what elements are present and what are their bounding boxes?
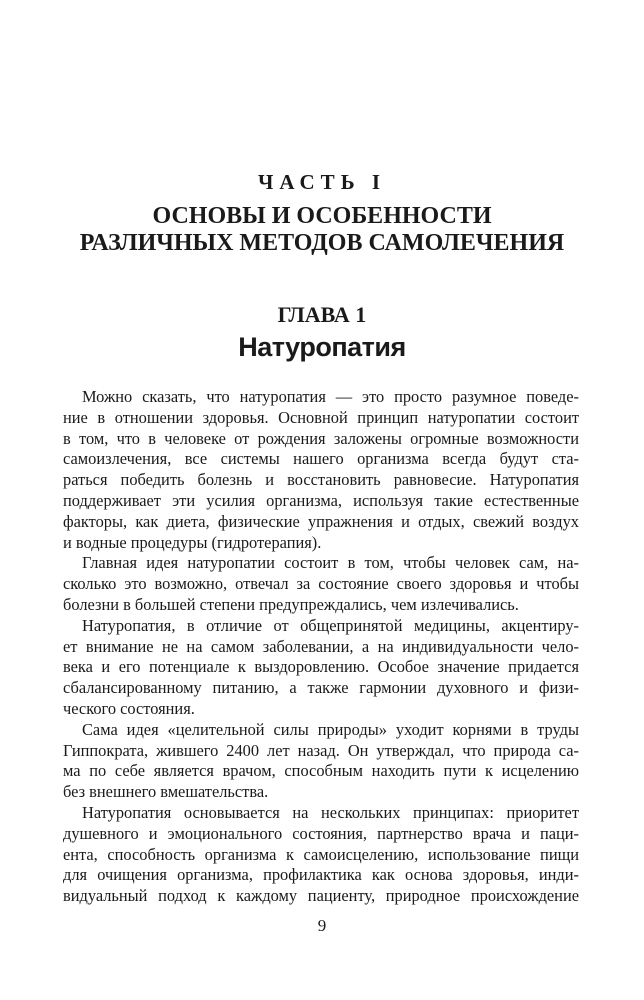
text-line: ет внимание не на самом заболевании, а на индивидуальности чело- [63, 636, 579, 656]
text-line: сбалансированному питанию, а также гармонии духовного и физи- [63, 678, 579, 698]
paragraph [63, 720, 579, 803]
text-line: поддерживает эти усилия организма, используя такие естественные [63, 490, 579, 510]
part-title-line: РАЗЛИЧНЫХ МЕТОДОВ САМОЛЕЧЕНИЯ [79, 230, 565, 256]
part-title [0, 203, 644, 257]
paragraph [63, 553, 579, 615]
text-line: Гиппократа, жившего 2400 лет назад. Он утверждал, что природа са- [63, 740, 579, 760]
text-line: в том, что в человеке от рождения заложены огромные возможности [63, 428, 579, 448]
page-number: 9 [317, 916, 327, 935]
text-line: сколько это возможно, отвечал за состояние своего здоровья и чтобы [63, 574, 579, 594]
chapter-number: ГЛАВА 1 [277, 302, 367, 327]
text-line: Натуропатия основывается на нескольких принципах: приоритет [82, 802, 579, 822]
text-line: Главная идея натуропатии состоит в том, чтобы человек сам, на- [82, 553, 579, 573]
text-line: без внешнего вмешательства. [63, 782, 269, 802]
text-line: видуальный подход к каждому пациенту, природное происхождение [63, 886, 579, 906]
paragraph [63, 387, 579, 553]
text-line: и водные процедуры (гидротерапия). [63, 532, 322, 552]
text-line: ние в отношении здоровья. Основной принцип натуропатии состоит [63, 407, 579, 427]
text-line: для очищения организма, профилактика как основа здоровья, инди- [63, 865, 579, 885]
part-heading: ЧАСТЬ I [257, 170, 386, 194]
chapter-title: Натуропатия [238, 332, 406, 362]
text-line: факторы, как диета, физические упражнения и отдых, свежий воздух [63, 511, 579, 531]
text-line: болезни в большей степени предупреждались, чем излечивались. [63, 594, 519, 614]
paragraph [63, 616, 579, 720]
text-line: ческого состояния. [63, 698, 195, 718]
text-line: раться победить болезнь и восстановить равновесие. Натуропатия [63, 470, 579, 490]
text-line: ма по себе является врачом, способным находить пути к исцелению [63, 761, 579, 781]
text-line: самоизлечения, все системы нашего организма всегда будут ста- [63, 449, 579, 469]
part-title-line: ОСНОВЫ И ОСОБЕННОСТИ [152, 203, 492, 229]
text-line: ента, способность организма к самоисцелению, использование пищи [63, 844, 579, 864]
text-line: века и его потенциале к выздоровлению. Особое значение придается [63, 657, 579, 677]
text-line: Сама идея «целительной силы природы» уходит корнями в труды [82, 719, 579, 739]
body-text [63, 387, 579, 907]
text-line: душевного и эмоционального состояния, партнерство врача и паци- [63, 823, 579, 843]
paragraph [63, 803, 579, 907]
text-line: Можно сказать, что натуропатия — это просто разумное поведе- [82, 387, 579, 406]
text-line: Натуропатия, в отличие от общепринятой медицины, акцентиру- [82, 615, 579, 635]
